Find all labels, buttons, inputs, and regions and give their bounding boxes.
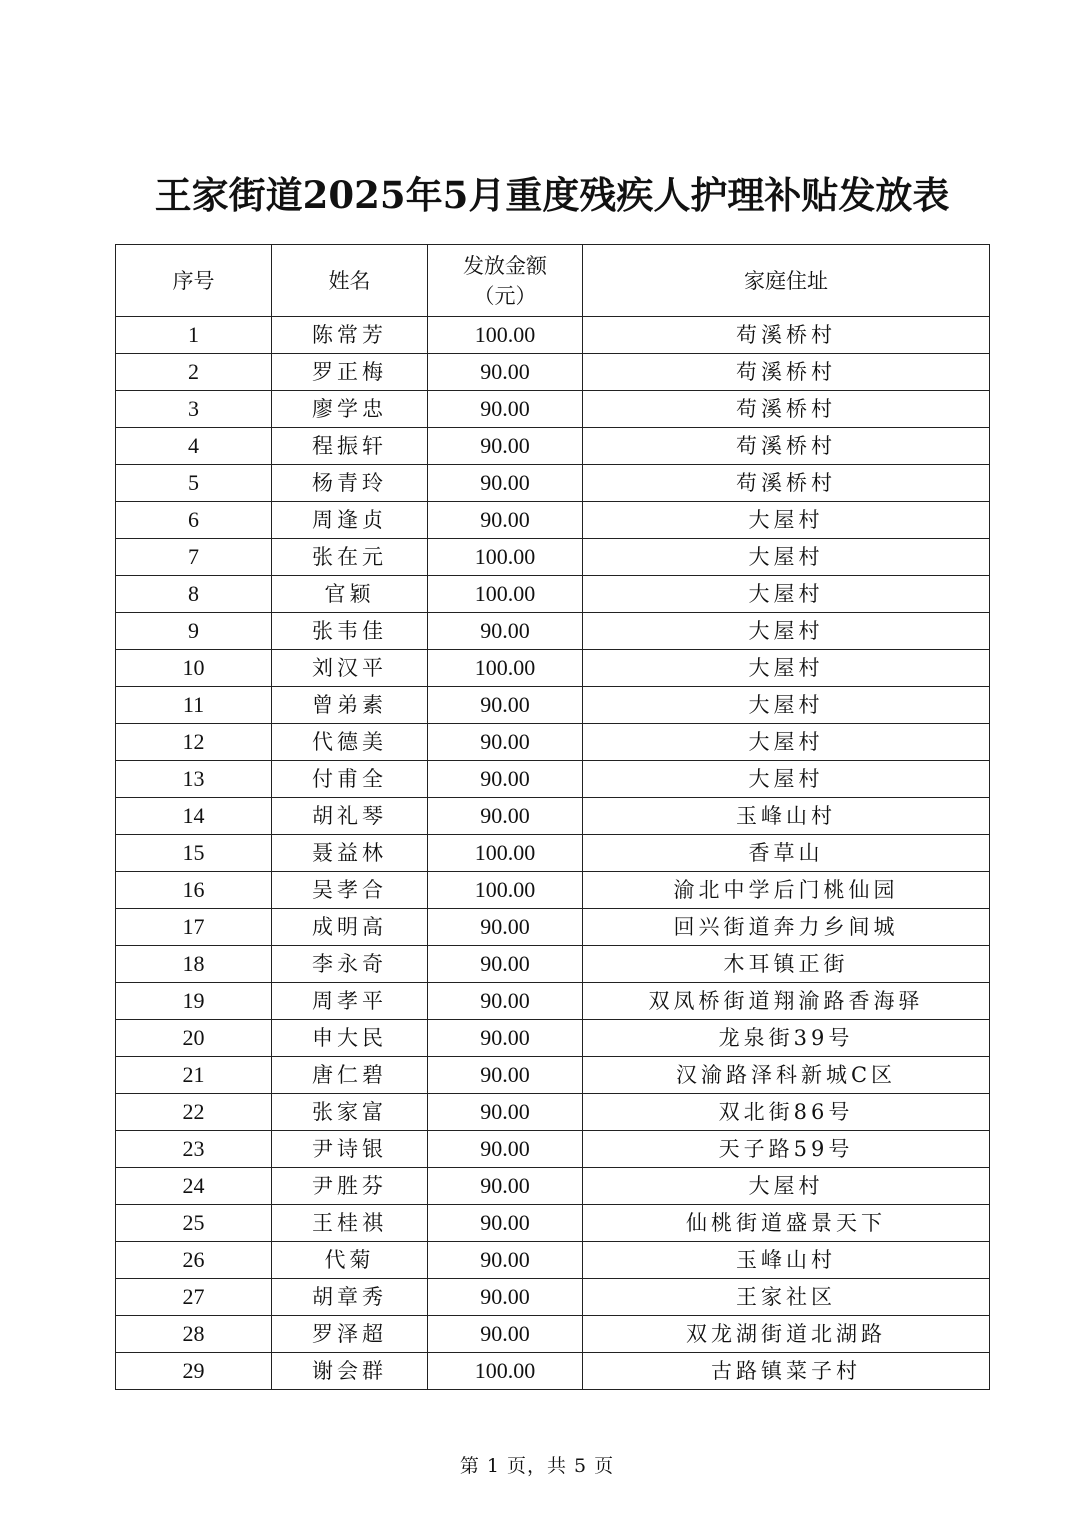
table-row	[116, 1205, 990, 1242]
cell-amount: 100.00	[428, 1353, 583, 1390]
cell-amount: 90.00	[428, 1205, 583, 1242]
cell-address: 双凤桥街道翔渝路香海驿	[583, 983, 990, 1020]
table-row	[116, 1131, 990, 1168]
cell-index: 21	[116, 1057, 272, 1094]
cell-index: 7	[116, 539, 272, 576]
cell-amount: 90.00	[428, 428, 583, 465]
table-row	[116, 1242, 990, 1279]
cell-address: 大屋村	[583, 650, 990, 687]
cell-index: 23	[116, 1131, 272, 1168]
cell-address: 汉渝路泽科新城C区	[583, 1057, 990, 1094]
cell-amount: 100.00	[428, 576, 583, 613]
cell-amount: 90.00	[428, 1131, 583, 1168]
table-row	[116, 1020, 990, 1057]
cell-address: 苟溪桥村	[583, 428, 990, 465]
cell-index: 27	[116, 1279, 272, 1316]
cell-address: 苟溪桥村	[583, 354, 990, 391]
cell-amount: 90.00	[428, 909, 583, 946]
cell-name: 罗泽超	[272, 1316, 428, 1353]
table-row	[116, 724, 990, 761]
cell-index: 4	[116, 428, 272, 465]
cell-amount: 90.00	[428, 1094, 583, 1131]
cell-index: 17	[116, 909, 272, 946]
cell-name: 谢会群	[272, 1353, 428, 1390]
cell-amount: 90.00	[428, 983, 583, 1020]
cell-index: 24	[116, 1168, 272, 1205]
cell-amount: 90.00	[428, 354, 583, 391]
table-row	[116, 1168, 990, 1205]
table-row	[116, 317, 990, 354]
cell-amount: 90.00	[428, 1279, 583, 1316]
cell-name: 罗正梅	[272, 354, 428, 391]
cell-address: 玉峰山村	[583, 1242, 990, 1279]
cell-address: 龙泉街39号	[583, 1020, 990, 1057]
cell-amount: 90.00	[428, 1316, 583, 1353]
cell-name: 周逢贞	[272, 502, 428, 539]
cell-name: 胡礼琴	[272, 798, 428, 835]
cell-name: 张韦佳	[272, 613, 428, 650]
header-address: 家庭住址	[583, 245, 990, 317]
cell-address: 大屋村	[583, 687, 990, 724]
header-row	[116, 245, 990, 317]
cell-name: 陈常芳	[272, 317, 428, 354]
cell-address: 王家社区	[583, 1279, 990, 1316]
cell-address: 双北街86号	[583, 1094, 990, 1131]
table-row	[116, 428, 990, 465]
cell-index: 29	[116, 1353, 272, 1390]
cell-name: 王桂祺	[272, 1205, 428, 1242]
cell-index: 22	[116, 1094, 272, 1131]
cell-address: 大屋村	[583, 539, 990, 576]
cell-address: 古路镇菜子村	[583, 1353, 990, 1390]
header-name: 姓名	[272, 245, 428, 317]
cell-amount: 90.00	[428, 502, 583, 539]
cell-amount: 90.00	[428, 613, 583, 650]
cell-name: 代菊	[272, 1242, 428, 1279]
table-row	[116, 872, 990, 909]
cell-name: 程振轩	[272, 428, 428, 465]
header-amount	[428, 245, 583, 317]
cell-name: 张在元	[272, 539, 428, 576]
cell-amount: 100.00	[428, 650, 583, 687]
cell-name: 唐仁碧	[272, 1057, 428, 1094]
cell-address: 苟溪桥村	[583, 465, 990, 502]
cell-amount: 90.00	[428, 798, 583, 835]
table-row	[116, 1279, 990, 1316]
cell-name: 代德美	[272, 724, 428, 761]
cell-name: 张家富	[272, 1094, 428, 1131]
cell-name: 付甫全	[272, 761, 428, 798]
table-row	[116, 465, 990, 502]
table-row	[116, 391, 990, 428]
cell-amount: 90.00	[428, 724, 583, 761]
cell-amount: 90.00	[428, 1057, 583, 1094]
table-row	[116, 1353, 990, 1390]
table-row	[116, 1316, 990, 1353]
table-row	[116, 761, 990, 798]
cell-address: 回兴街道奔力乡间城	[583, 909, 990, 946]
cell-address: 天子路59号	[583, 1131, 990, 1168]
cell-address: 大屋村	[583, 576, 990, 613]
table-row	[116, 576, 990, 613]
cell-name: 胡章秀	[272, 1279, 428, 1316]
cell-address: 苟溪桥村	[583, 391, 990, 428]
table-row	[116, 613, 990, 650]
cell-name: 李永奇	[272, 946, 428, 983]
cell-index: 18	[116, 946, 272, 983]
subsidy-table	[115, 244, 990, 1390]
header-amount-line1: 发放金额	[463, 253, 547, 278]
cell-index: 11	[116, 687, 272, 724]
cell-index: 5	[116, 465, 272, 502]
cell-index: 8	[116, 576, 272, 613]
cell-address: 大屋村	[583, 724, 990, 761]
cell-index: 3	[116, 391, 272, 428]
page-title: 王家街道2025年5月重度残疾人护理补贴发放表	[154, 173, 950, 217]
cell-address: 渝北中学后门桃仙园	[583, 872, 990, 909]
cell-address: 香草山	[583, 835, 990, 872]
cell-address: 苟溪桥村	[583, 317, 990, 354]
cell-index: 16	[116, 872, 272, 909]
page-footer: 第 1 页，共 5 页	[459, 1455, 615, 1477]
cell-name: 尹胜芬	[272, 1168, 428, 1205]
header-index: 序号	[116, 245, 272, 317]
cell-amount: 90.00	[428, 1242, 583, 1279]
cell-amount: 90.00	[428, 946, 583, 983]
cell-name: 成明高	[272, 909, 428, 946]
cell-index: 10	[116, 650, 272, 687]
table-row	[116, 502, 990, 539]
cell-name: 尹诗银	[272, 1131, 428, 1168]
cell-index: 1	[116, 317, 272, 354]
subsidy-table-container	[115, 244, 989, 1390]
cell-index: 25	[116, 1205, 272, 1242]
cell-address: 仙桃街道盛景天下	[583, 1205, 990, 1242]
cell-address: 木耳镇正街	[583, 946, 990, 983]
cell-address: 大屋村	[583, 613, 990, 650]
cell-name: 申大民	[272, 1020, 428, 1057]
cell-amount: 90.00	[428, 1020, 583, 1057]
header-amount-line2: （元）	[473, 283, 537, 308]
cell-amount: 90.00	[428, 465, 583, 502]
table-body	[116, 317, 990, 1390]
table-row	[116, 687, 990, 724]
table-row	[116, 539, 990, 576]
cell-name: 廖学忠	[272, 391, 428, 428]
cell-name: 曾弟素	[272, 687, 428, 724]
table-row	[116, 1094, 990, 1131]
cell-address: 双龙湖街道北湖路	[583, 1316, 990, 1353]
cell-amount: 100.00	[428, 317, 583, 354]
table-row	[116, 946, 990, 983]
cell-amount: 100.00	[428, 835, 583, 872]
cell-address: 大屋村	[583, 1168, 990, 1205]
table-row	[116, 650, 990, 687]
cell-index: 28	[116, 1316, 272, 1353]
cell-index: 26	[116, 1242, 272, 1279]
cell-amount: 90.00	[428, 761, 583, 798]
cell-index: 13	[116, 761, 272, 798]
table-header	[116, 245, 990, 317]
cell-amount: 100.00	[428, 539, 583, 576]
cell-address: 大屋村	[583, 502, 990, 539]
cell-amount: 90.00	[428, 1168, 583, 1205]
cell-name: 周孝平	[272, 983, 428, 1020]
table-row	[116, 1057, 990, 1094]
cell-index: 14	[116, 798, 272, 835]
cell-name: 刘汉平	[272, 650, 428, 687]
table-row	[116, 909, 990, 946]
cell-index: 12	[116, 724, 272, 761]
cell-index: 6	[116, 502, 272, 539]
table-row	[116, 354, 990, 391]
table-row	[116, 835, 990, 872]
table-row	[116, 798, 990, 835]
cell-amount: 90.00	[428, 687, 583, 724]
cell-name: 杨青玲	[272, 465, 428, 502]
cell-index: 9	[116, 613, 272, 650]
cell-name: 吴孝合	[272, 872, 428, 909]
table-row	[116, 983, 990, 1020]
cell-amount: 90.00	[428, 391, 583, 428]
cell-address: 大屋村	[583, 761, 990, 798]
cell-name: 官颖	[272, 576, 428, 613]
cell-name: 聂益林	[272, 835, 428, 872]
cell-amount: 100.00	[428, 872, 583, 909]
cell-index: 15	[116, 835, 272, 872]
cell-index: 2	[116, 354, 272, 391]
cell-address: 玉峰山村	[583, 798, 990, 835]
cell-index: 19	[116, 983, 272, 1020]
cell-index: 20	[116, 1020, 272, 1057]
